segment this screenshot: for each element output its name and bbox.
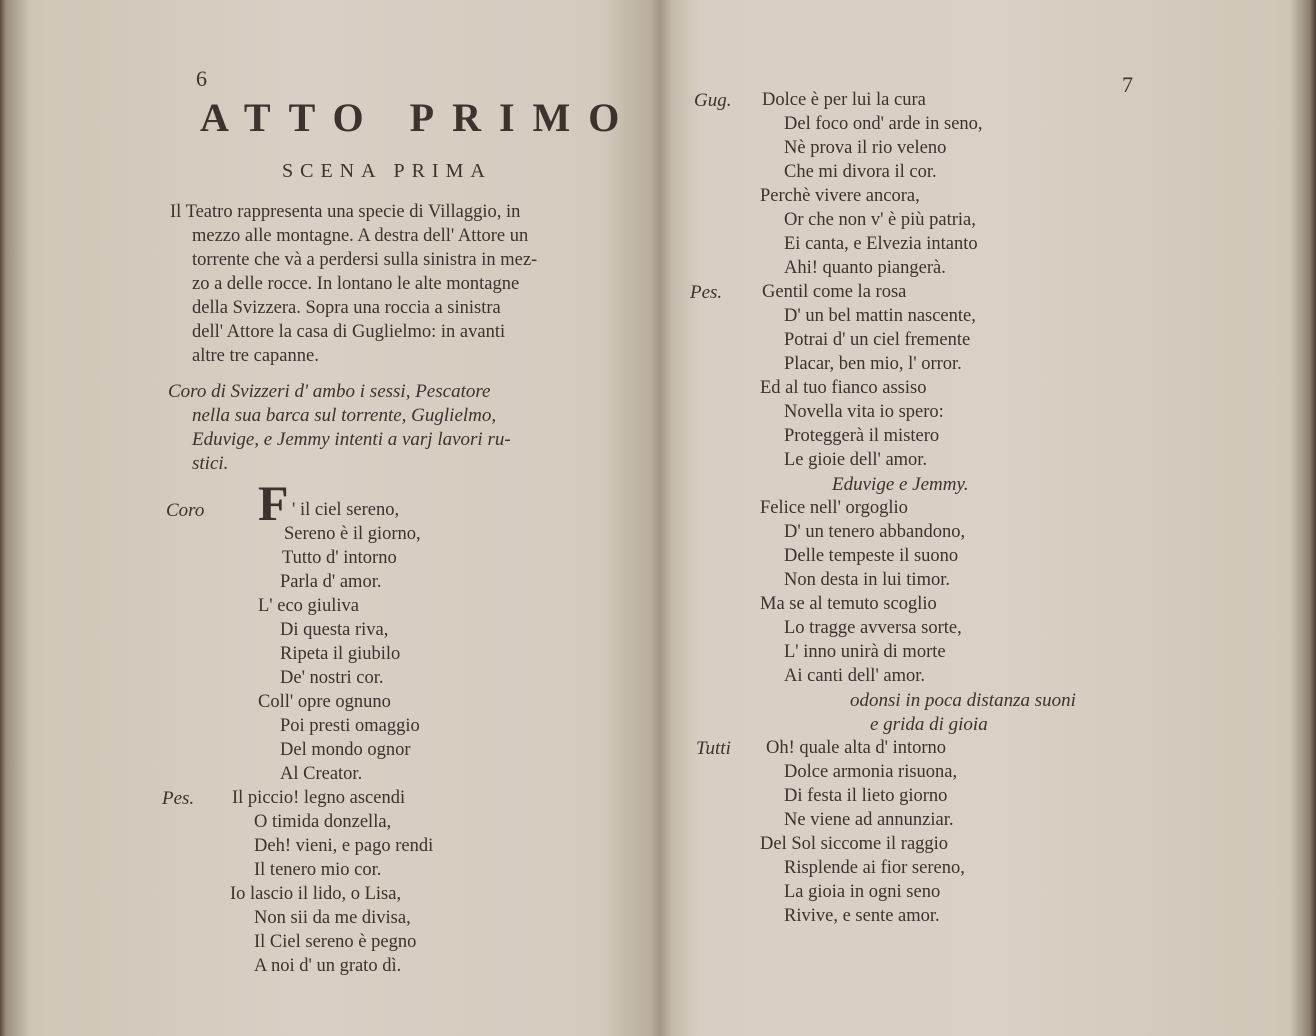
page-number: 6 [196,66,207,91]
verse-line: L' eco giuliva [258,596,359,616]
verse-line: Poi presti omaggio [280,716,420,736]
verse-line: A noi d' un grato dì. [254,956,402,976]
verse-line: Sereno è il giorno, [284,524,421,544]
verse-line: Proteggerà il mistero [784,426,940,446]
verse-line: Placar, ben mio, l' orror. [784,354,962,374]
characters-line: stici. [192,453,229,474]
stage-direction-line: odonsi in poca distanza suoni [850,690,1076,711]
description-line: altre tre capanne. [192,346,319,366]
verse-line: Deh! vieni, e pago rendi [254,836,434,856]
verse-line: D' un bel mattin nascente, [784,306,976,326]
speaker-label: Pes. [162,788,195,809]
verse-line: Or che non v' è più patria, [784,210,976,230]
verse-line: Gentil come la rosa [762,282,907,302]
verse-line: Delle tempeste il suono [784,546,959,566]
verse-line: Parla d' amor. [280,572,382,592]
verse-line: Il Ciel sereno è pegno [254,932,417,952]
right-page [660,0,1316,1036]
verse-line: Potrai d' un ciel fremente [784,330,971,350]
verse-line: La gioia in ogni seno [784,882,941,902]
speaker-label: Eduvige e Jemmy. [832,474,969,495]
verse-line: Ne viene ad annunziar. [784,810,954,830]
verse-line: Il tenero mio cor. [254,860,382,880]
verse-line: Non sii da me divisa, [254,908,411,928]
verse-line: Dolce armonia risuona, [784,762,958,782]
verse-line: Del Sol siccome il raggio [760,834,949,854]
verse-line: O timida donzella, [254,812,392,832]
verse-line: Non desta in lui timor. [784,570,950,590]
verse-line: Io lascio il lido, o Lisa, [230,884,402,904]
verse-line: Del mondo ognor [280,740,411,760]
verse-line: Ai canti dell' amor. [784,666,926,686]
drop-cap: F [258,475,289,531]
verse-line: Il piccio! legno ascendi [232,788,406,808]
verse-line: Coll' opre ognuno [258,692,391,712]
verse-line: Nè prova il rio veleno [784,138,947,158]
scene-title: SCENA PRIMA [282,160,492,182]
verse-line: Le gioie dell' amor. [784,450,928,470]
characters-line: nella sua barca sul torrente, Guglielmo, [192,405,497,426]
verse-line: Ripeta il giubilo [280,644,401,664]
speaker-label: Tutti [696,738,731,759]
verse-line: L' inno unirà di morte [784,642,946,662]
verse-line: Risplende ai fior sereno, [784,858,965,878]
stage-direction-line: e grida di gioia [870,714,988,735]
verse-line: Del foco ond' arde in seno, [784,114,983,134]
description-line: zo a delle rocce. In lontano le alte montagne [192,274,520,294]
verse-line: Tutto d' intorno [282,548,397,568]
act-title: ATTO PRIMO [200,95,638,140]
characters-line: Eduvige, e Jemmy intenti a varj lavori ru- [192,429,511,450]
verse-line: Di questa riva, [280,620,389,640]
verse-line: Rivive, e sente amor. [784,906,940,926]
verse-line: Ma se al temuto scoglio [760,594,937,614]
verse-line: Ahi! quanto piangerà. [784,258,946,278]
description-line: della Svizzera. Sopra una roccia a sinistra [192,298,501,318]
verse-line: Lo tragge avversa sorte, [784,618,962,638]
verse-line: D' un tenero abbandono, [784,522,966,542]
verse-line: Ei canta, e Elvezia intanto [784,234,978,254]
verse-line: Oh! quale alta d' intorno [766,738,947,758]
verse-line: Dolce è per lui la cura [762,90,926,110]
description-line: torrente che và a perdersi sulla sinistra in mez- [192,250,538,270]
verse-line: Perchè vivere ancora, [760,186,920,206]
verse-line: Al Creator. [280,764,363,784]
description-line: dell' Attore la casa di Guglielmo: in avanti [192,322,506,342]
characters-line: Coro di Svizzeri d' ambo i sessi, Pescatore [168,381,491,402]
verse-line: Novella vita io spero: [784,402,944,422]
page-number: 7 [1122,72,1133,97]
verse-line: ' il ciel sereno, [292,500,400,520]
verse-line: Ed al tuo fianco assiso [760,378,927,398]
description-line: Il Teatro rappresenta una specie di Villaggio, in [170,202,521,222]
verse-line: De' nostri cor. [280,668,384,688]
description-line: mezzo alle montagne. A destra dell' Attore un [192,226,529,246]
speaker-label: Gug. [694,90,732,111]
verse-line: Felice nell' orgoglio [760,498,908,518]
speaker-label: Pes. [690,282,723,303]
speaker-label: Coro [166,500,205,521]
verse-line: Che mi divora il cor. [784,162,937,182]
verse-line: Di festa il lieto giorno [784,786,948,806]
